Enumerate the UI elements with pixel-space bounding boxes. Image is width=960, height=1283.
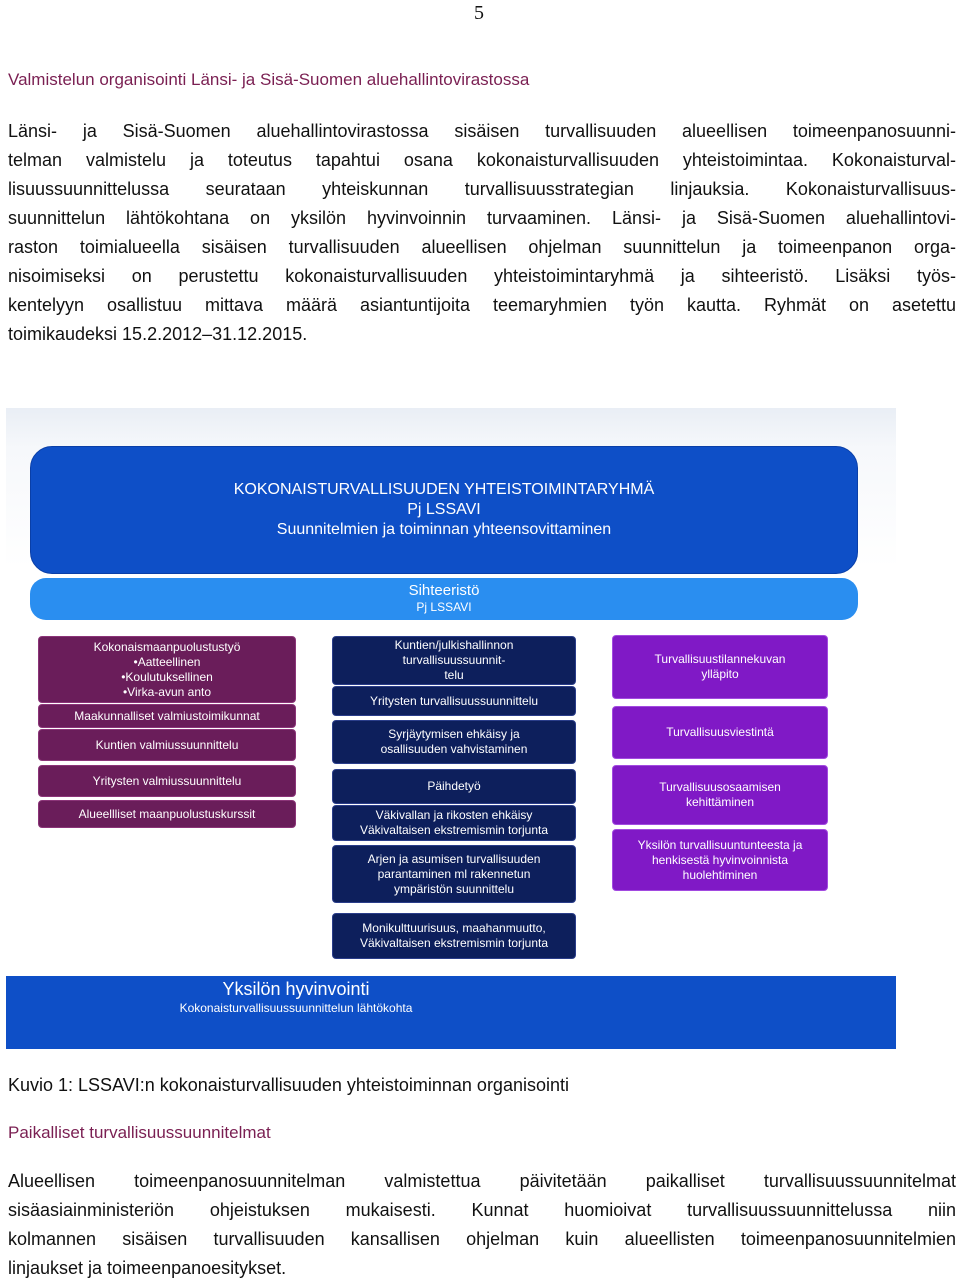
exclusion-prevention-box bbox=[332, 720, 576, 764]
defence-item: •Virka-avun anto bbox=[122, 684, 212, 699]
business-readiness-label: Yritysten valmiussuunnittelu bbox=[92, 773, 242, 788]
section-heading: Valmistelun organisointi Länsi- ja Sisä-Suomen aluehallintovirastossa bbox=[8, 70, 530, 89]
text-line: ympäristön suunnittelu bbox=[393, 881, 515, 896]
situation-picture-box bbox=[612, 635, 828, 699]
text-line: osallisuuden vahvistaminen bbox=[380, 742, 528, 756]
text-line: Yksilön turvallisuuntunteesta ja bbox=[637, 837, 803, 852]
safety-communication-label: Turvallisuusviestintä bbox=[666, 725, 774, 739]
text-line: Alueellisen toimeenpanosuunnitelman valmistettua päivitetään paikalliset turvallisuussuunnitelmat bbox=[8, 1171, 956, 1191]
text-line: Arjen ja asumisen turvallisuuden bbox=[367, 851, 541, 866]
wellbeing-bar-title: Yksilön hyvinvointi bbox=[222, 979, 370, 999]
cooperation-group-title: KOKONAISTURVALLISUUDEN YHTEISTOIMINTARYHMÄ bbox=[233, 481, 655, 498]
text-line: Turvallisuusosaamisen bbox=[659, 780, 781, 794]
text-line: kolmannen sisäisen turvallisuuden kansallisen ohjelman kuin alueellisten toimeenpanosuunnitelmien bbox=[8, 1229, 956, 1249]
text-line: nisoimiseksi on perustettu kokonaisturvallisuuden yhteistoimintaryhmä ja sihteeristö. Lisäksi työs- bbox=[8, 266, 956, 286]
secretariat-box bbox=[30, 578, 858, 620]
regional-readiness-box bbox=[38, 704, 296, 728]
wellbeing-bar-subtitle: Kokonaisturvallisuussuunnittelun lähtökohta bbox=[179, 1001, 413, 1015]
substance-work-label: Päihdetyö bbox=[427, 779, 481, 793]
text-line: Syrjäytymisen ehkäisy ja bbox=[388, 727, 520, 741]
defence-item: •Aatteellinen bbox=[133, 654, 201, 669]
municipal-readiness-box bbox=[38, 729, 296, 761]
text-line: kentelyyn osallistuu mittava määrä asiantuntijoita teemaryhmien työn kautta. Ryhmät on asetettu bbox=[8, 295, 956, 315]
business-safety-label: Yritysten turvallisuussuunnittelu bbox=[369, 693, 539, 708]
paragraph-organisation bbox=[8, 117, 956, 349]
text-line: suunnittelun lähtökohtana on yksilön hyvinvoinnin turvaaminen. Länsi- ja Sisä-Suomen aluehallintovi- bbox=[8, 208, 956, 228]
cooperation-group-chair: Pj LSSAVI bbox=[407, 501, 481, 518]
text-line: ylläpito bbox=[701, 667, 739, 681]
organisation-diagram bbox=[6, 408, 896, 1049]
text-line: sisäasiainministeriön ohjeistuksen mukaisesti. Kunnat huomioivat turvallisuussuunnittelussa niin bbox=[8, 1200, 956, 1220]
business-safety-box bbox=[332, 686, 576, 716]
multiculturalism-box bbox=[332, 913, 576, 959]
text-line: Monikulttuurisuus, maahanmuutto, bbox=[362, 921, 546, 935]
secretariat-title: Sihteeristö bbox=[408, 582, 480, 599]
secretariat-chair: Pj LSSAVI bbox=[416, 600, 472, 614]
municipal-readiness-label: Kuntien valmiussuunnittelu bbox=[95, 737, 239, 752]
text-line: Turvallisuustilannekuvan bbox=[654, 652, 786, 666]
text-line: lisuussuunnittelussa seurataan yhteiskunnan turvallisuusstrategian linjauksia. Kokonaisturvallisuus- bbox=[8, 179, 956, 199]
text-line: Väkivallan ja rikosten ehkäisy bbox=[375, 808, 533, 822]
text-line: parantaminen ml rakennetun bbox=[377, 866, 531, 881]
section-heading: Paikalliset turvallisuussuunnitelmat bbox=[8, 1123, 271, 1142]
figure-caption: Kuvio 1: LSSAVI:n kokonaisturvallisuuden yhteistoiminnan organisointi bbox=[8, 1075, 569, 1095]
text-line: henkisestä hyvinvoinnista bbox=[651, 852, 789, 867]
text-line: telman valmistelu ja toteutus tapahtui osana kokonaisturvallisuuden yhteistoimintaa. Kokonaisturval- bbox=[8, 150, 956, 170]
text-line: Kuntien/julkishallinnon bbox=[394, 638, 514, 652]
regional-readiness-label: Maakunnalliset valmiustoimikunnat bbox=[74, 708, 260, 723]
individual-wellbeing-bar bbox=[6, 976, 896, 1049]
regional-courses-label: Alueellliset maanpuolustuskurssit bbox=[78, 806, 256, 821]
defence-work-box bbox=[38, 636, 296, 703]
regional-courses-box bbox=[38, 800, 296, 828]
substance-work-box bbox=[332, 769, 576, 804]
public-admin-safety-box bbox=[332, 636, 576, 685]
competence-development-box bbox=[612, 765, 828, 825]
violence-prevention-box bbox=[332, 805, 576, 841]
business-readiness-box bbox=[38, 765, 296, 797]
defence-work-title: Kokonaismaanpuolustustyö bbox=[93, 639, 241, 654]
text-line: Länsi- ja Sisä-Suomen aluehallintovirastossa sisäisen turvallisuuden alueellisen toimeenpanosuunni- bbox=[8, 121, 956, 141]
text-line: raston toimialueella sisäisen turvallisuuden alueellisen ohjelman suunnittelun ja toimeenpanon orga- bbox=[8, 237, 956, 257]
cooperation-group-box bbox=[30, 446, 858, 574]
text-line: kehittäminen bbox=[685, 795, 755, 809]
cooperation-group-purpose: Suunnitelmien ja toiminnan yhteensovittaminen bbox=[276, 521, 612, 538]
safety-communication-box bbox=[612, 706, 828, 759]
text-line: telu bbox=[444, 668, 464, 682]
wellbeing-bar-text bbox=[6, 978, 586, 1016]
text-line: huolehtiminen bbox=[682, 867, 758, 882]
text-line: toimikaudeksi 15.2.2012–31.12.2015. bbox=[8, 324, 308, 344]
defence-item: •Koulutuksellinen bbox=[121, 669, 213, 684]
text-line: Väkivaltaisen ekstremismin torjunta bbox=[359, 936, 549, 950]
text-line: Väkivaltaisen ekstremismin torjunta bbox=[359, 823, 549, 837]
text-line: linjaukset ja toimeenpanoesitykset. bbox=[8, 1258, 287, 1278]
page-number: 5 bbox=[474, 2, 484, 24]
individual-wellbeing-box bbox=[612, 829, 828, 891]
text-line: turvallisuussuunnit- bbox=[402, 653, 506, 667]
paragraph-local-plans bbox=[8, 1167, 956, 1283]
housing-safety-box bbox=[332, 845, 576, 903]
